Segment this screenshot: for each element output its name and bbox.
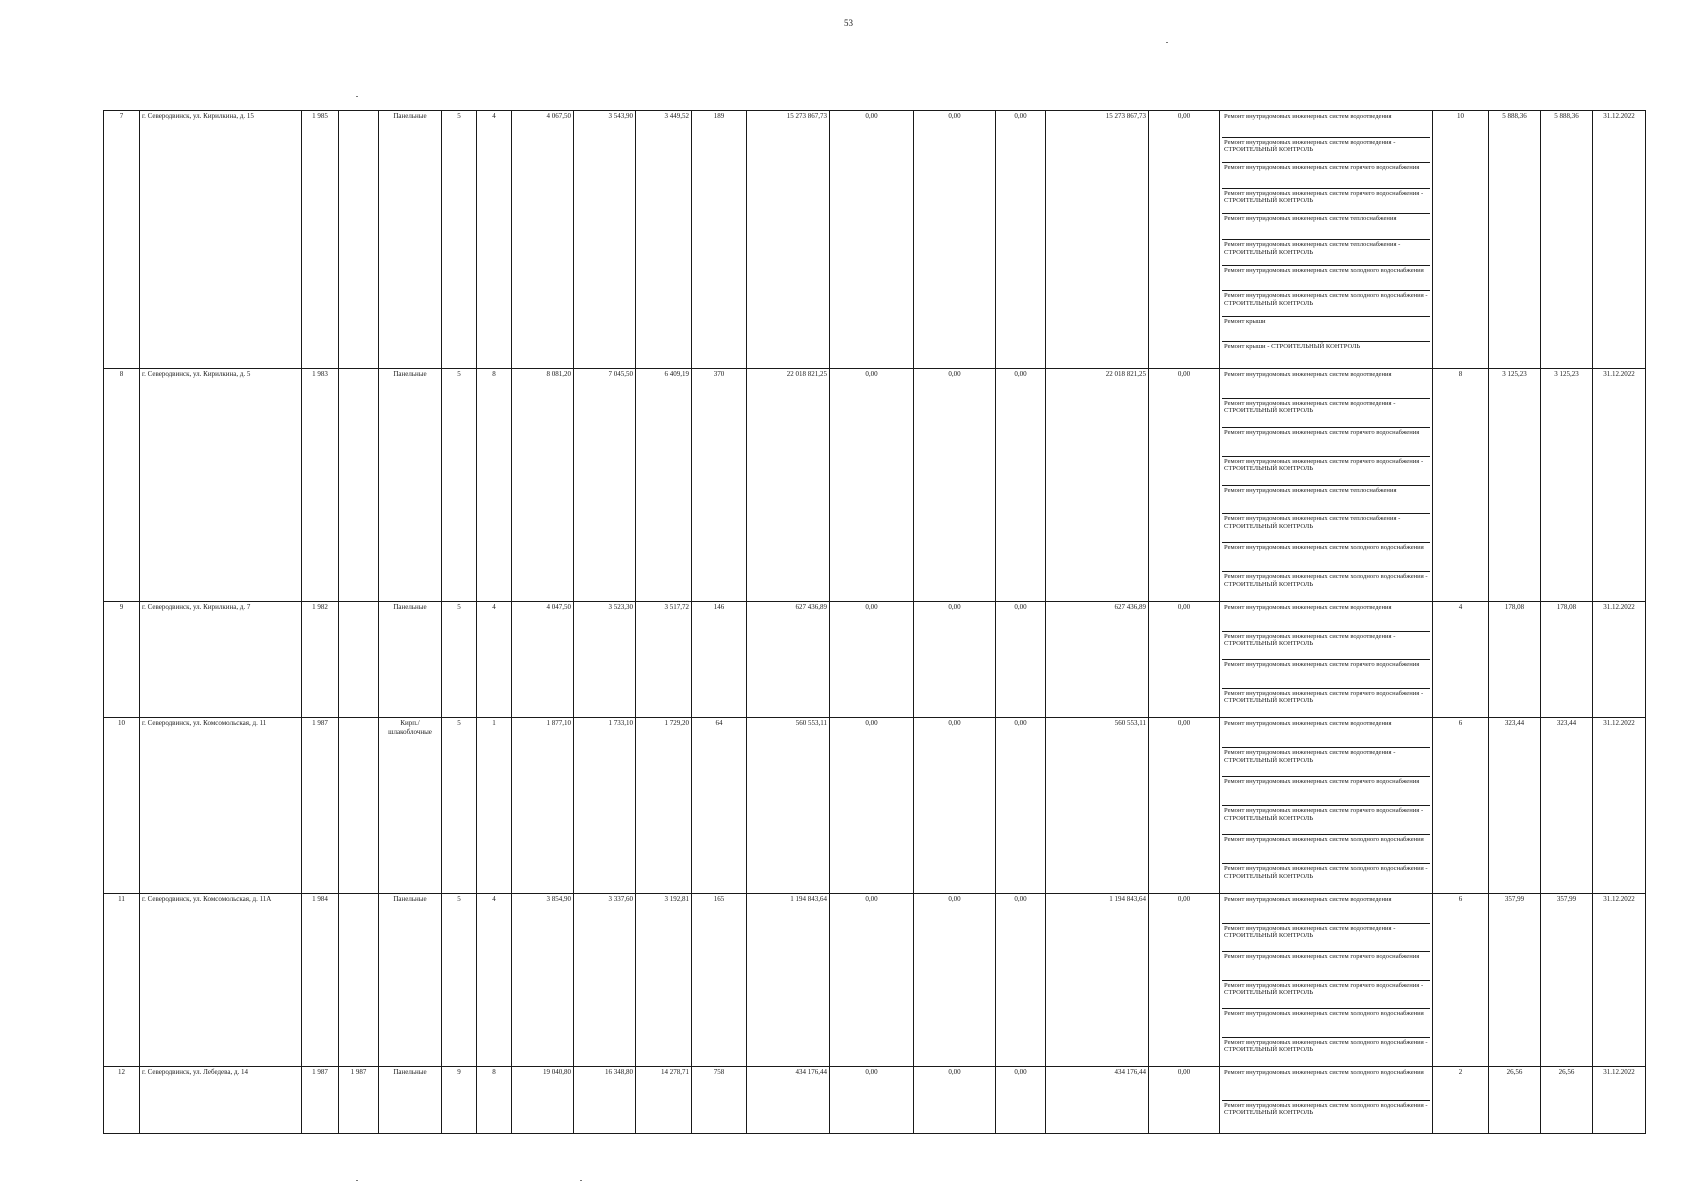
cell-year-reconstructed xyxy=(339,602,379,718)
cell-fund-cost: 0,00 xyxy=(830,718,914,894)
cell-regional-budget: 0,00 xyxy=(914,894,996,1067)
cell-year-built: 1 987 xyxy=(302,718,339,894)
work-item: Ремонт внутридомовых инженерных систем горячего водоснабжения - СТРОИТЕЛЬНЫЙ КОНТРОЛЬ xyxy=(1222,457,1430,486)
cell-floors: 5 xyxy=(442,369,477,602)
works-list xyxy=(1222,603,1430,716)
cell-work-count: 10 xyxy=(1433,111,1489,369)
cell-owners-funds: 1 194 843,64 xyxy=(1046,894,1149,1067)
cell-year-built: 1 982 xyxy=(302,602,339,718)
cell-address: г. Северодвинск, ул. Кирилкина, д. 5 xyxy=(140,369,302,602)
cell-address: г. Северодвинск, ул. Лебедева, д. 14 xyxy=(140,1067,302,1134)
cell-deadline: 31.12.2022 xyxy=(1593,369,1646,602)
cell-cost-total: 627 436,89 xyxy=(747,602,830,718)
cell-max-unit-cost: 26,56 xyxy=(1541,1067,1593,1134)
table-row xyxy=(104,1067,1646,1134)
cell-cost-total: 15 273 867,73 xyxy=(747,111,830,369)
cell-year-reconstructed xyxy=(339,111,379,369)
cell-year-built: 1 985 xyxy=(302,111,339,369)
work-item: Ремонт внутридомовых инженерных систем холодного водоснабжения - СТРОИТЕЛЬНЫЙ КОНТРОЛЬ xyxy=(1224,1101,1428,1117)
cell-area-residential: 3 192,81 xyxy=(636,894,692,1067)
work-item: Ремонт внутридомовых инженерных систем горячего водоснабжения xyxy=(1222,163,1430,189)
work-item: Ремонт крыши - СТРОИТЕЛЬНЫЙ КОНТРОЛЬ xyxy=(1224,343,1361,351)
work-item: Ремонт внутридомовых инженерных систем холодного водоснабжения - СТРОИТЕЛЬНЫЙ КОНТРОЛЬ xyxy=(1224,573,1428,588)
work-item: Ремонт внутридомовых инженерных систем водоотведения - СТРОИТЕЛЬНЫЙ КОНТРОЛЬ xyxy=(1222,748,1430,777)
cell-work-count: 6 xyxy=(1433,718,1489,894)
scan-speck xyxy=(356,1180,358,1181)
cell-max-unit-cost: 5 888,36 xyxy=(1541,111,1593,369)
cell-work-count: 6 xyxy=(1433,894,1489,1067)
cell-regional-budget: 0,00 xyxy=(914,369,996,602)
cell-deadline: 31.12.2022 xyxy=(1593,894,1646,1067)
cell-owners-funds: 15 273 867,73 xyxy=(1046,111,1149,369)
cell-deadline: 31.12.2022 xyxy=(1593,718,1646,894)
cell-floors: 5 xyxy=(442,718,477,894)
work-item: Ремонт внутридомовых инженерных систем холодного водоснабжения - СТРОИТЕЛЬНЫЙ КОНТРОЛЬ xyxy=(1222,291,1430,317)
cell-wall-material: Панельные xyxy=(379,369,442,602)
cell-address: г. Северодвинск, ул. Кирилкина, д. 7 xyxy=(140,602,302,718)
cell-total-area: 3 854,90 xyxy=(512,894,574,1067)
work-item: Ремонт внутридомовых инженерных систем холодного водоснабжения xyxy=(1222,1068,1430,1101)
cell-regional-budget: 0,00 xyxy=(914,1067,996,1134)
work-item: Ремонт внутридомовых инженерных систем водоотведения - СТРОИТЕЛЬНЫЙ КОНТРОЛЬ xyxy=(1222,924,1430,953)
cell-deadline: 31.12.2022 xyxy=(1593,1067,1646,1134)
works-list xyxy=(1222,895,1430,1065)
cell-wall-material: Панельные xyxy=(379,602,442,718)
cell-entrances: 4 xyxy=(477,894,512,1067)
cell-wall-material: Кирп./ шлакоблочные xyxy=(379,718,442,894)
cell-address: г. Северодвинск, ул. Кирилкина, д. 15 xyxy=(140,111,302,369)
cell-cost-total: 434 176,44 xyxy=(747,1067,830,1134)
cell-year-reconstructed xyxy=(339,369,379,602)
repair-program-table xyxy=(103,110,1646,1134)
cell-entrances: 8 xyxy=(477,1067,512,1134)
cell-max-unit-cost: 178,08 xyxy=(1541,602,1593,718)
work-item: Ремонт внутридомовых инженерных систем холодного водоснабжения xyxy=(1222,835,1430,864)
cell-year-built: 1 983 xyxy=(302,369,339,602)
cell-address: г. Северодвинск, ул. Комсомольская, д. 11 xyxy=(140,718,302,894)
cell-area-residential: 6 409,19 xyxy=(636,369,692,602)
cell-total-area: 4 047,50 xyxy=(512,602,574,718)
cell-floors: 5 xyxy=(442,111,477,369)
cell-year-reconstructed: 1 987 xyxy=(339,1067,379,1134)
cell-fund-cost: 0,00 xyxy=(830,602,914,718)
table-body xyxy=(104,111,1646,1134)
work-item: Ремонт внутридомовых инженерных систем водоотведения - СТРОИТЕЛЬНЫЙ КОНТРОЛЬ xyxy=(1222,138,1430,164)
work-item: Ремонт внутридомовых инженерных систем холодного водоснабжения - СТРОИТЕЛЬНЫЙ КОНТРОЛЬ xyxy=(1224,1038,1428,1054)
cell-total-area: 19 040,80 xyxy=(512,1067,574,1134)
work-item: Ремонт внутридомовых инженерных систем горячего водоснабжения xyxy=(1222,777,1430,806)
work-item: Ремонт внутридомовых инженерных систем водоотведения xyxy=(1222,112,1430,138)
cell-other-funds: 0,00 xyxy=(1149,369,1220,602)
cell-wall-material: Панельные xyxy=(379,1067,442,1134)
scan-speck xyxy=(580,1180,582,1181)
cell-owners-funds: 434 176,44 xyxy=(1046,1067,1149,1134)
cell-unit-cost: 357,99 xyxy=(1489,894,1541,1067)
cell-works xyxy=(1220,111,1433,369)
work-item: Ремонт внутридомовых инженерных систем водоотведения xyxy=(1222,603,1430,632)
cell-local-budget: 0,00 xyxy=(996,111,1046,369)
cell-wall-material: Панельные xyxy=(379,111,442,369)
cell-residents: 758 xyxy=(692,1067,747,1134)
work-item: Ремонт внутридомовых инженерных систем теплоснабжения - СТРОИТЕЛЬНЫЙ КОНТРОЛЬ xyxy=(1222,514,1430,543)
scan-speck xyxy=(356,96,358,97)
table-row xyxy=(104,369,1646,602)
cell-area-premises: 16 348,80 xyxy=(574,1067,636,1134)
cell-fund-cost: 0,00 xyxy=(830,111,914,369)
works-list xyxy=(1222,112,1430,367)
cell-wall-material: Панельные xyxy=(379,894,442,1067)
cell-owners-funds: 560 553,11 xyxy=(1046,718,1149,894)
cell-fund-cost: 0,00 xyxy=(830,369,914,602)
cell-deadline: 31.12.2022 xyxy=(1593,111,1646,369)
cell-num: 10 xyxy=(104,718,140,894)
cell-residents: 165 xyxy=(692,894,747,1067)
scan-speck xyxy=(1166,42,1168,43)
work-item: Ремонт внутридомовых инженерных систем холодного водоснабжения xyxy=(1222,1009,1430,1038)
cell-year-reconstructed xyxy=(339,718,379,894)
cell-unit-cost: 178,08 xyxy=(1489,602,1541,718)
work-item: Ремонт внутридомовых инженерных систем водоотведения - СТРОИТЕЛЬНЫЙ КОНТРОЛЬ xyxy=(1222,632,1430,661)
cell-unit-cost: 5 888,36 xyxy=(1489,111,1541,369)
cell-works xyxy=(1220,718,1433,894)
cell-deadline: 31.12.2022 xyxy=(1593,602,1646,718)
cell-area-premises: 1 733,10 xyxy=(574,718,636,894)
cell-max-unit-cost: 3 125,23 xyxy=(1541,369,1593,602)
cell-other-funds: 0,00 xyxy=(1149,111,1220,369)
cell-area-premises: 3 543,90 xyxy=(574,111,636,369)
cell-entrances: 1 xyxy=(477,718,512,894)
cell-local-budget: 0,00 xyxy=(996,369,1046,602)
table-row xyxy=(104,111,1646,369)
work-item: Ремонт крыши xyxy=(1222,317,1430,343)
cell-fund-cost: 0,00 xyxy=(830,894,914,1067)
work-item: Ремонт внутридомовых инженерных систем горячего водоснабжения - СТРОИТЕЛЬНЫЙ КОНТРОЛЬ xyxy=(1224,689,1424,705)
cell-regional-budget: 0,00 xyxy=(914,602,996,718)
work-item: Ремонт внутридомовых инженерных систем теплоснабжения - СТРОИТЕЛЬНЫЙ КОНТРОЛЬ xyxy=(1222,240,1430,266)
work-item: Ремонт внутридомовых инженерных систем теплоснабжения xyxy=(1222,486,1430,515)
cell-num: 11 xyxy=(104,894,140,1067)
cell-works xyxy=(1220,369,1433,602)
cell-regional-budget: 0,00 xyxy=(914,718,996,894)
works-list xyxy=(1222,1068,1430,1132)
cell-year-built: 1 984 xyxy=(302,894,339,1067)
cell-total-area: 8 081,20 xyxy=(512,369,574,602)
cell-work-count: 8 xyxy=(1433,369,1489,602)
cell-unit-cost: 26,56 xyxy=(1489,1067,1541,1134)
cell-work-count: 4 xyxy=(1433,602,1489,718)
cell-cost-total: 22 018 821,25 xyxy=(747,369,830,602)
cell-cost-total: 1 194 843,64 xyxy=(747,894,830,1067)
cell-area-premises: 7 045,50 xyxy=(574,369,636,602)
cell-works xyxy=(1220,1067,1433,1134)
work-item: Ремонт внутридомовых инженерных систем холодного водоснабжения - СТРОИТЕЛЬНЫЙ КОНТРОЛЬ xyxy=(1224,865,1428,880)
cell-max-unit-cost: 323,44 xyxy=(1541,718,1593,894)
cell-local-budget: 0,00 xyxy=(996,602,1046,718)
work-item: Ремонт внутридомовых инженерных систем горячего водоснабжения xyxy=(1222,660,1430,689)
work-item: Ремонт внутридомовых инженерных систем горячего водоснабжения - СТРОИТЕЛЬНЫЙ КОНТРОЛЬ xyxy=(1222,981,1430,1010)
work-item: Ремонт внутридомовых инженерных систем горячего водоснабжения - СТРОИТЕЛЬНЫЙ КОНТРОЛЬ xyxy=(1222,806,1430,835)
cell-works xyxy=(1220,602,1433,718)
cell-owners-funds: 22 018 821,25 xyxy=(1046,369,1149,602)
cell-regional-budget: 0,00 xyxy=(914,111,996,369)
work-item: Ремонт внутридомовых инженерных систем холодного водоснабжения xyxy=(1222,266,1430,292)
cell-area-premises: 3 523,30 xyxy=(574,602,636,718)
cell-local-budget: 0,00 xyxy=(996,1067,1046,1134)
cell-area-residential: 1 729,20 xyxy=(636,718,692,894)
cell-works xyxy=(1220,894,1433,1067)
cell-entrances: 4 xyxy=(477,111,512,369)
cell-other-funds: 0,00 xyxy=(1149,894,1220,1067)
table-row xyxy=(104,718,1646,894)
cell-fund-cost: 0,00 xyxy=(830,1067,914,1134)
cell-floors: 5 xyxy=(442,602,477,718)
work-item: Ремонт внутридомовых инженерных систем холодного водоснабжения xyxy=(1222,543,1430,572)
cell-total-area: 1 877,10 xyxy=(512,718,574,894)
table-row xyxy=(104,894,1646,1067)
cell-max-unit-cost: 357,99 xyxy=(1541,894,1593,1067)
work-item: Ремонт внутридомовых инженерных систем водоотведения xyxy=(1222,719,1430,748)
cell-floors: 9 xyxy=(442,1067,477,1134)
cell-local-budget: 0,00 xyxy=(996,718,1046,894)
works-list xyxy=(1222,370,1430,600)
cell-other-funds: 0,00 xyxy=(1149,718,1220,894)
cell-year-built: 1 987 xyxy=(302,1067,339,1134)
cell-unit-cost: 323,44 xyxy=(1489,718,1541,894)
cell-residents: 189 xyxy=(692,111,747,369)
cell-other-funds: 0,00 xyxy=(1149,602,1220,718)
work-item: Ремонт внутридомовых инженерных систем горячего водоснабжения xyxy=(1222,952,1430,981)
cell-total-area: 4 067,50 xyxy=(512,111,574,369)
cell-num: 9 xyxy=(104,602,140,718)
page-number: 53 xyxy=(844,18,853,28)
cell-residents: 370 xyxy=(692,369,747,602)
cell-unit-cost: 3 125,23 xyxy=(1489,369,1541,602)
work-item: Ремонт внутридомовых инженерных систем водоотведения xyxy=(1222,895,1430,924)
cell-residents: 146 xyxy=(692,602,747,718)
works-list xyxy=(1222,719,1430,892)
cell-entrances: 4 xyxy=(477,602,512,718)
cell-year-reconstructed xyxy=(339,894,379,1067)
table-row xyxy=(104,602,1646,718)
cell-area-premises: 3 337,60 xyxy=(574,894,636,1067)
cell-area-residential: 3 449,52 xyxy=(636,111,692,369)
work-item: Ремонт внутридомовых инженерных систем горячего водоснабжения - СТРОИТЕЛЬНЫЙ КОНТРОЛЬ xyxy=(1222,189,1430,215)
cell-address: г. Северодвинск, ул. Комсомольская, д. 11А xyxy=(140,894,302,1067)
cell-area-residential: 3 517,72 xyxy=(636,602,692,718)
cell-floors: 5 xyxy=(442,894,477,1067)
work-item: Ремонт внутридомовых инженерных систем водоотведения xyxy=(1222,370,1430,399)
cell-num: 7 xyxy=(104,111,140,369)
work-item: Ремонт внутридомовых инженерных систем теплоснабжения xyxy=(1222,214,1430,240)
cell-other-funds: 0,00 xyxy=(1149,1067,1220,1134)
work-item: Ремонт внутридомовых инженерных систем водоотведения - СТРОИТЕЛЬНЫЙ КОНТРОЛЬ xyxy=(1222,399,1430,428)
cell-work-count: 2 xyxy=(1433,1067,1489,1134)
cell-residents: 64 xyxy=(692,718,747,894)
work-item: Ремонт внутридомовых инженерных систем горячего водоснабжения xyxy=(1222,428,1430,457)
cell-num: 8 xyxy=(104,369,140,602)
cell-area-residential: 14 278,71 xyxy=(636,1067,692,1134)
cell-cost-total: 560 553,11 xyxy=(747,718,830,894)
cell-local-budget: 0,00 xyxy=(996,894,1046,1067)
cell-owners-funds: 627 436,89 xyxy=(1046,602,1149,718)
cell-num: 12 xyxy=(104,1067,140,1134)
cell-entrances: 8 xyxy=(477,369,512,602)
